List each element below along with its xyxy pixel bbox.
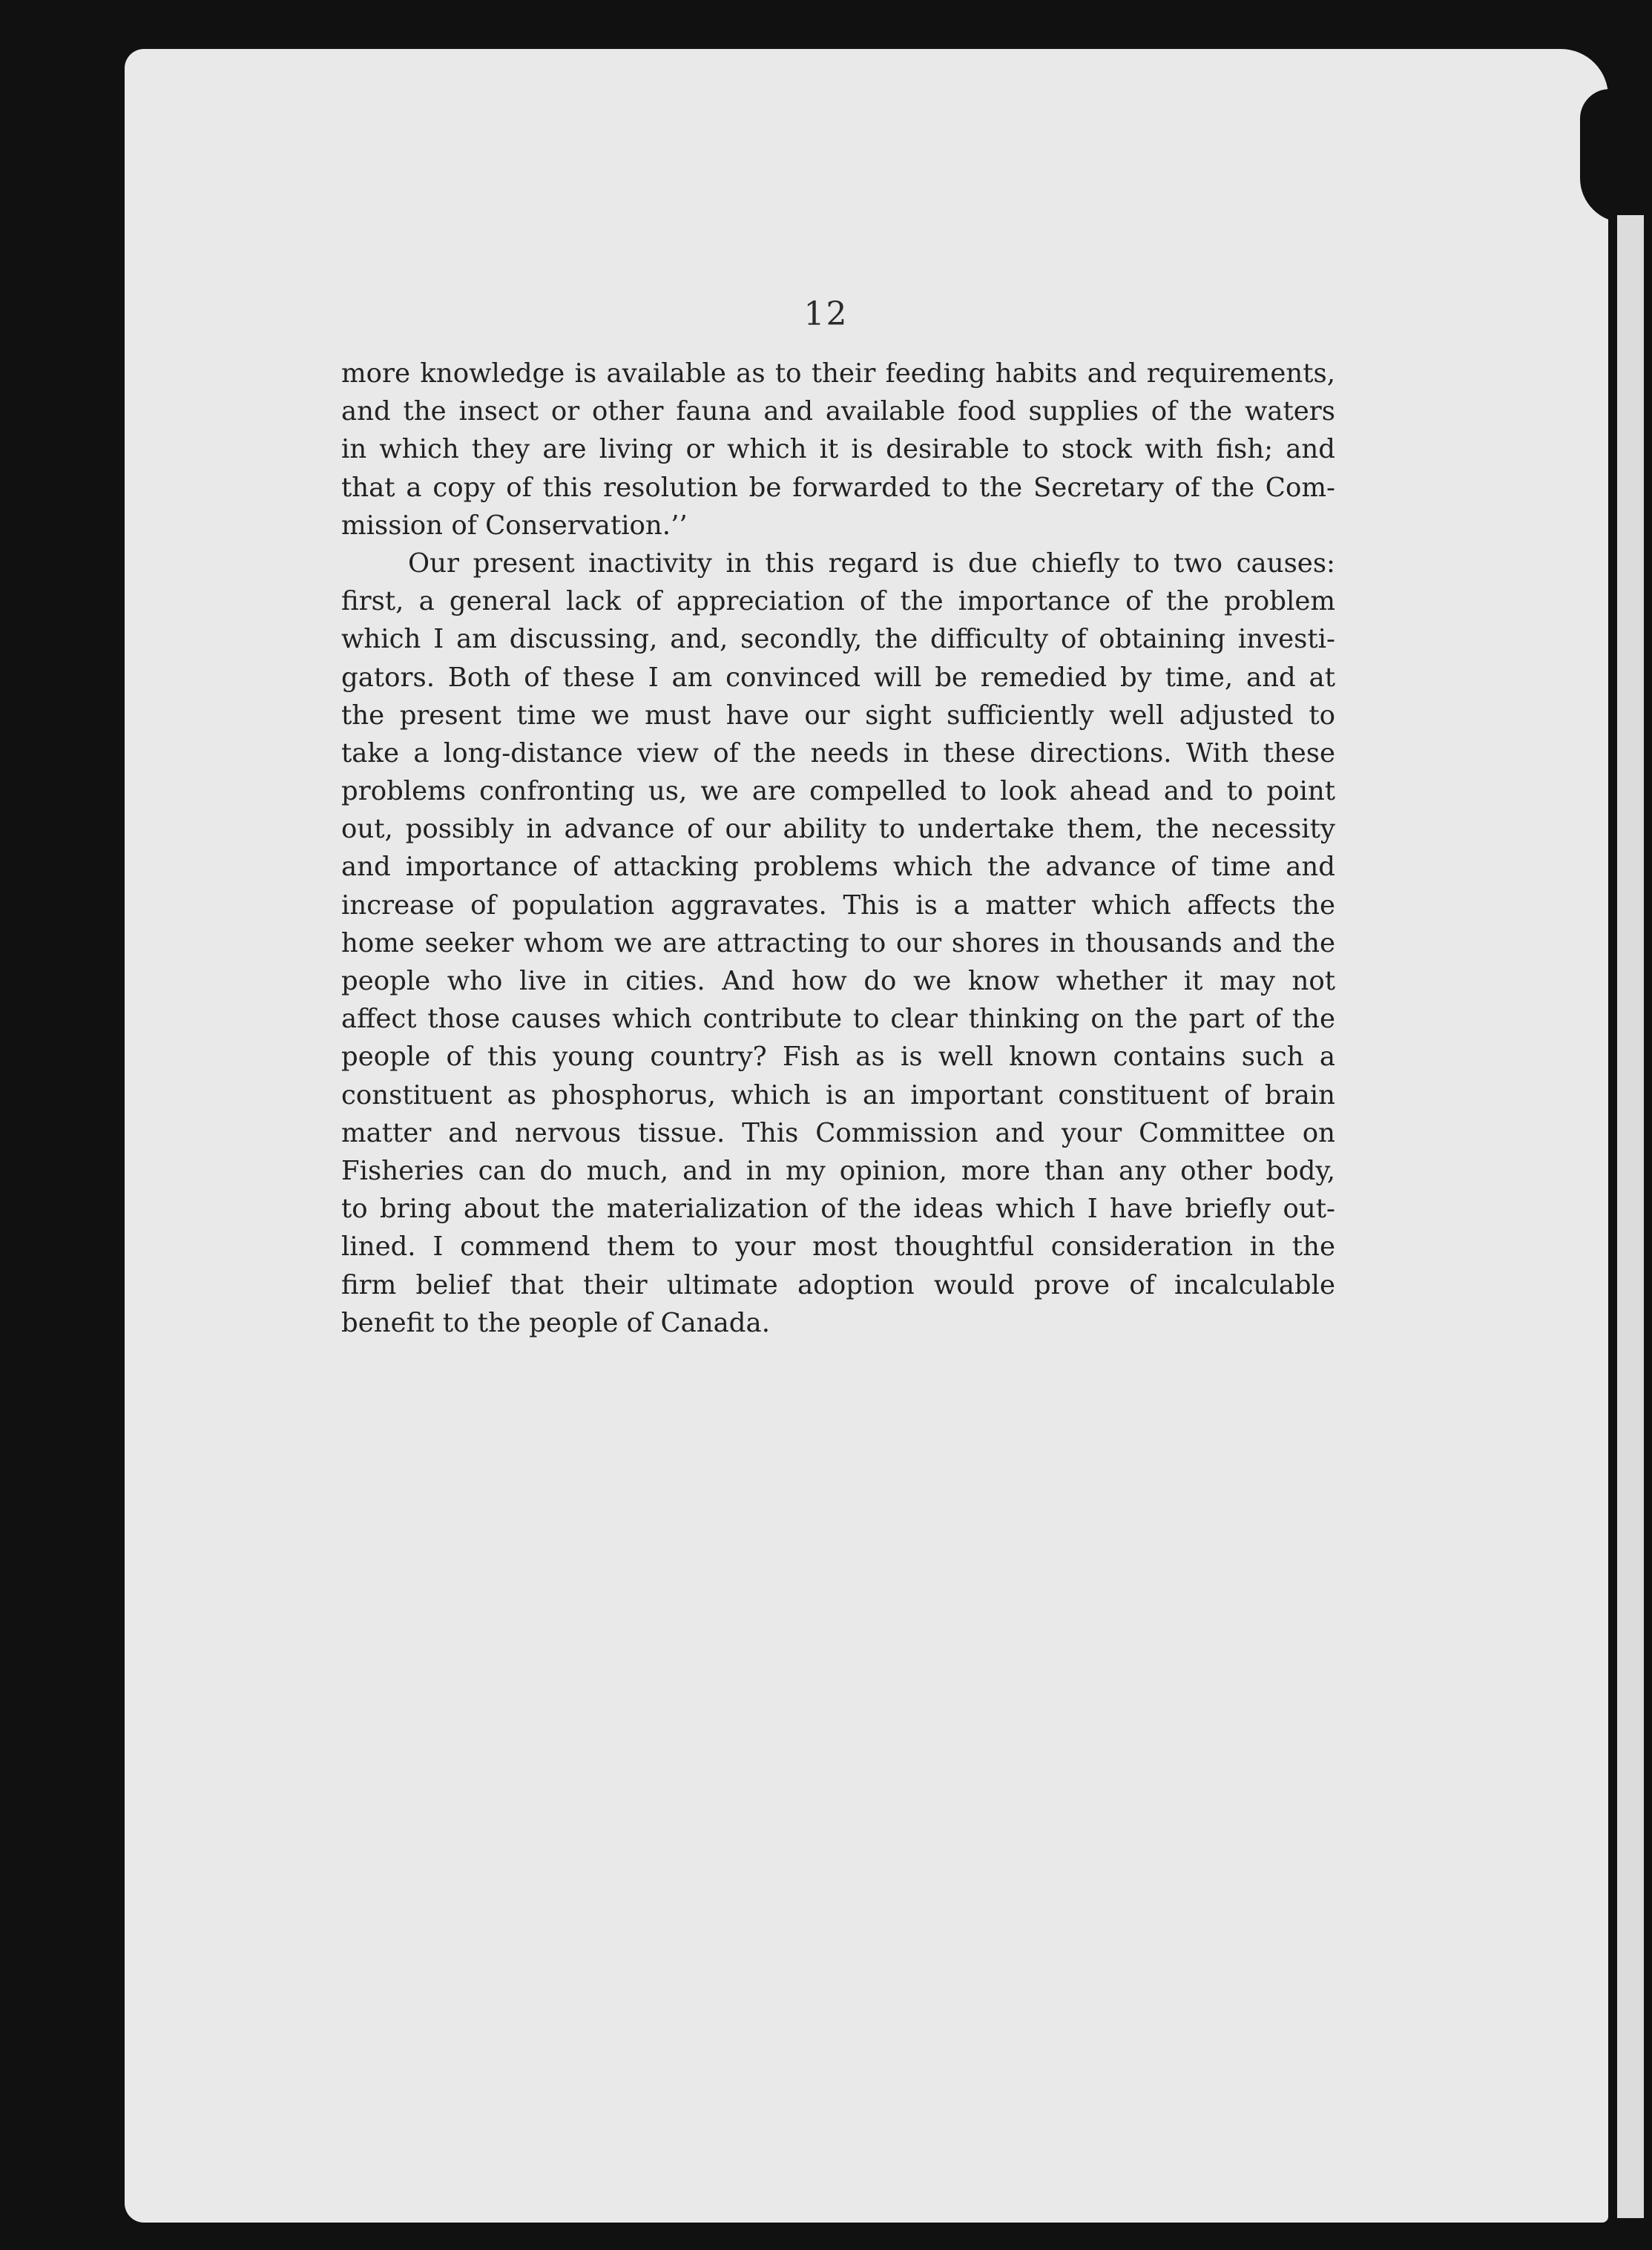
body-text bbox=[341, 355, 1335, 1342]
text-line: to bring about the materialization of the ideas which I have briefly out- bbox=[341, 1194, 1335, 1225]
text-line: firm belief that their ultimate adoption would prove of incalculable bbox=[341, 1269, 1335, 1300]
page-corner-shadow bbox=[1580, 89, 1647, 223]
text-line: increase of population aggravates. This is a matter which affects the bbox=[341, 889, 1335, 921]
text-line: Fisheries can do much, and in my opinion, more than any other body, bbox=[341, 1155, 1335, 1186]
text-line: constituent as phosphorus, which is an important constituent of brain bbox=[341, 1079, 1335, 1111]
paragraph-2 bbox=[341, 545, 1335, 1342]
text-line: home seeker whom we are attracting to our shores in thousands and the bbox=[341, 927, 1335, 958]
text-line: matter and nervous tissue. This Commission and your Committee on bbox=[341, 1117, 1335, 1148]
text-line: out, possibly in advance of our ability to undertake them, the necessity bbox=[341, 814, 1335, 845]
text-line: lined. I commend them to your most thoughtful consideration in the bbox=[341, 1231, 1335, 1263]
text-line: Our present inactivity in this regard is due chiefly to two causes: bbox=[408, 547, 1335, 579]
adjacent-page-edge bbox=[1617, 215, 1644, 2218]
text-line: and the insect or other fauna and available food supplies of the waters bbox=[341, 396, 1335, 427]
text-line: mission of Conservation.’’ bbox=[341, 510, 688, 541]
page-number: 12 bbox=[803, 295, 849, 333]
text-line: people of this young country? Fish as is well known contains such a bbox=[341, 1042, 1335, 1073]
text-line: affect those causes which contribute to clear thinking on the part of the bbox=[341, 1004, 1335, 1035]
text-line: in which they are living or which it is desirable to stock with fish; and bbox=[341, 434, 1335, 465]
text-line: benefit to the people of Canada. bbox=[341, 1307, 770, 1338]
text-line: first, a general lack of appreciation of the importance of the problem bbox=[341, 586, 1335, 617]
text-line: that a copy of this resolution be forwarded to the Secretary of the Com- bbox=[341, 472, 1335, 503]
paragraph-1 bbox=[341, 355, 1335, 545]
text-line: people who live in cities. And how do we know whether it may not bbox=[341, 966, 1335, 996]
text-line: gators. Both of these I am convinced will be remedied by time, and at bbox=[341, 662, 1335, 693]
text-line: more knowledge is available as to their feeding habits and requirements, bbox=[341, 358, 1335, 389]
text-line: the present time we must have our sight sufficiently well adjusted to bbox=[341, 700, 1335, 731]
text-line: problems confronting us, we are compelled to look ahead and to point bbox=[341, 776, 1335, 807]
text-line: and importance of attacking problems which the advance of time and bbox=[341, 852, 1335, 883]
text-line: which I am discussing, and, secondly, the difficulty of obtaining investi- bbox=[341, 624, 1335, 655]
text-line: take a long-distance view of the needs in these directions. With these bbox=[341, 737, 1335, 769]
